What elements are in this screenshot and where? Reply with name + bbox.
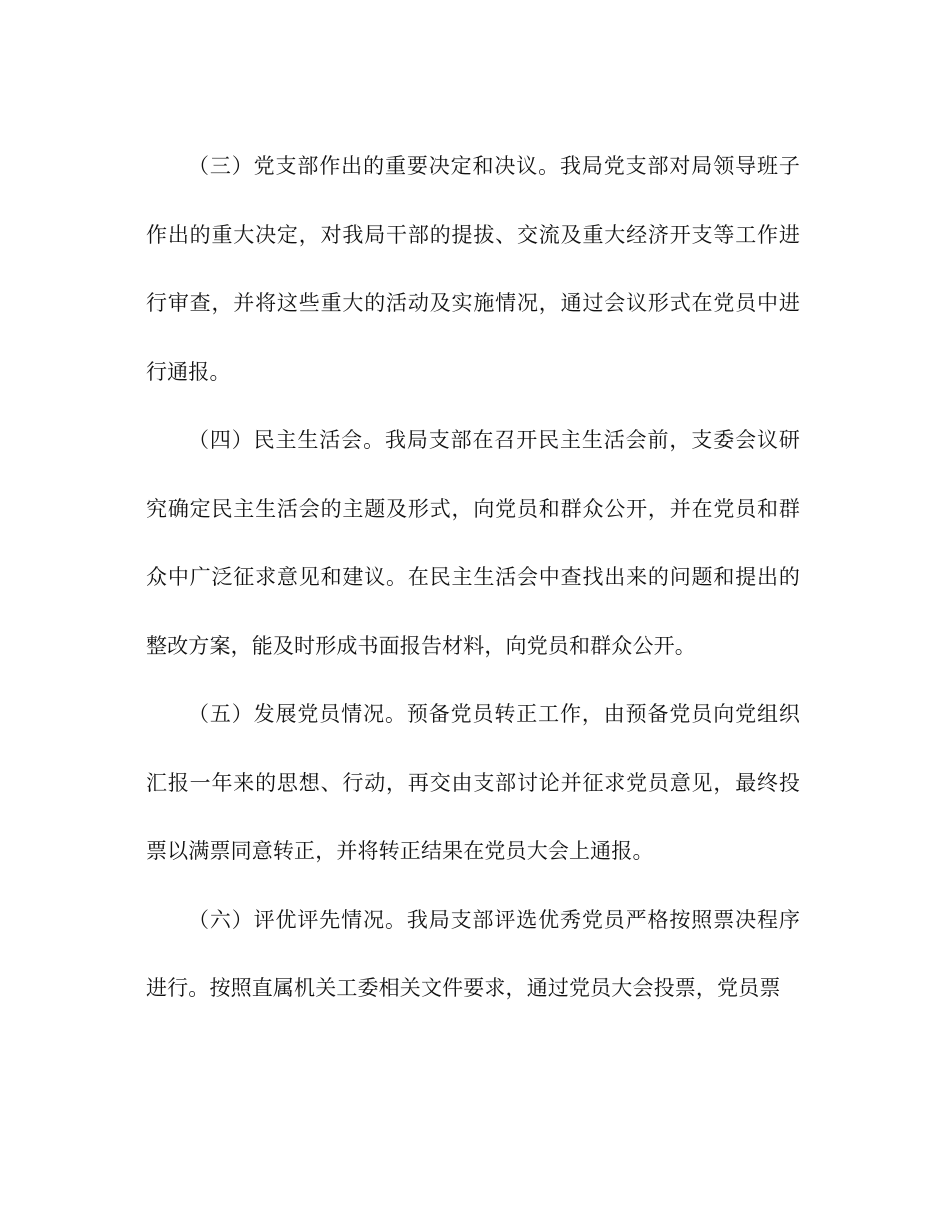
paragraph-party-member-development: （五）发展党员情况。预备党员转正工作，由预备党员向党组织汇报一年来的思想、行动，再交由支部讨论并征求党员意见，最终投票以满票同意转正，并将转正结果在党员大会上通报。 <box>146 702 800 863</box>
document-body <box>146 132 800 1023</box>
paragraph-decisions: （三）党支部作出的重要决定和决议。我局党支部对局领导班子作出的重大决定，对我局干部的提拔、交流及重大经济开支等工作进行审查，并将这些重大的活动及实施情况，通过会议形式在党员中进行通报。 <box>146 154 800 384</box>
paragraph-merit-evaluation: （六）评优评先情况。我局支部评选优秀党员严格按照票决程序进行。按照直属机关工委相关文件要求，通过党员大会投票，党员票 <box>146 907 800 1000</box>
paragraph-democratic-life-meeting: （四）民主生活会。我局支部在召开民主生活会前，支委会议研究确定民主生活会的主题及形式，向党员和群众公开，并在党员和群众中广泛征求意见和建议。在民主生活会中查找出来的问题和提出的整改方案，能及时形成书面报告材料，向党员和群众公开。 <box>146 428 800 658</box>
